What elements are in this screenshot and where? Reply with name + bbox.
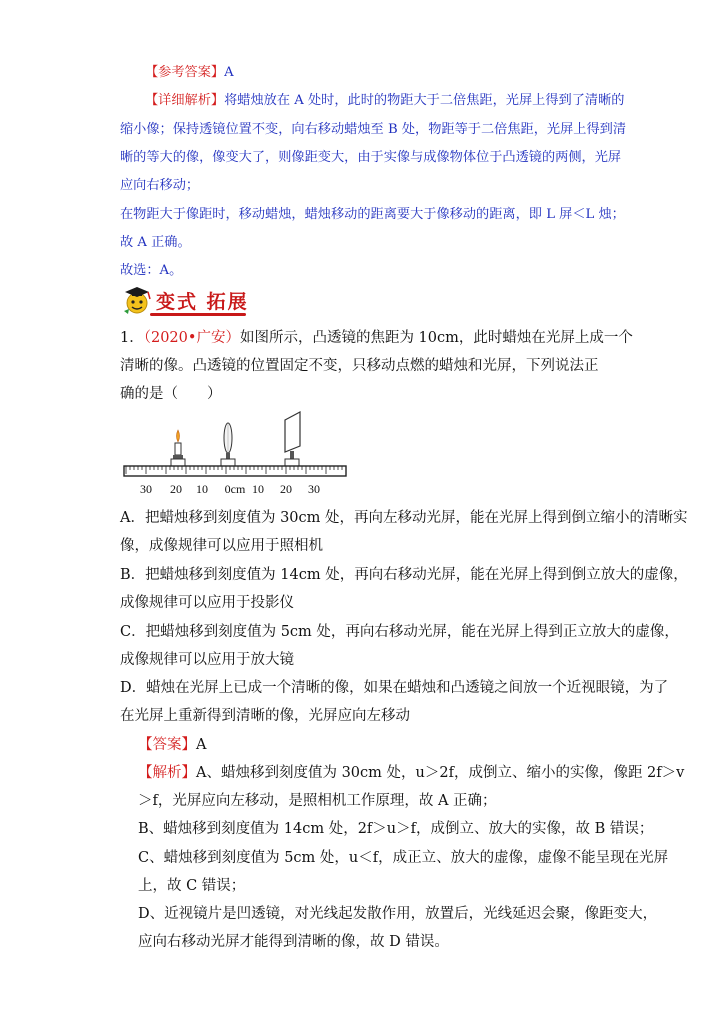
candle-icon: [171, 430, 185, 466]
prev-choice: 故选：A。: [120, 263, 183, 278]
question-number: 1．: [120, 330, 144, 346]
prev-answer-line: [145, 61, 234, 80]
question-source: （2020•广安）: [143, 330, 240, 346]
prev-analysis-line-4: 应向右移动；: [120, 178, 200, 193]
bench-rail: [124, 466, 346, 476]
option-b-line-2: 成像规律可以应用于投影仪: [120, 595, 294, 611]
answer-analysis-line-6: D、近视镜片是凹透镜，对光线起发散作用，放置后，光线延迟会聚，像距变大，: [138, 906, 658, 922]
answer-analysis-text: A、蜡烛移到刻度值为 30cm 处，u＞2f，成倒立、缩小的实像，像距 2f＞v: [196, 765, 685, 781]
ruler-label: 20: [170, 482, 182, 496]
option-d-line-2: 在光屏上重新得到清晰的像，光屏应向左移动: [120, 708, 410, 724]
prev-analysis-text: 将蜡烛放在 A 处时，此时的物距大于二倍焦距，光屏上得到了清晰的: [224, 93, 625, 108]
ruler-label: 30: [308, 482, 320, 496]
answer-analysis-label: 【解析】: [138, 765, 196, 781]
optical-bench-svg: [120, 410, 350, 502]
option-b-line-1: B．把蜡烛移到刻度值为 14cm 处，再向右移动光屏，能在光屏上得到倒立放大的虚像，: [120, 567, 688, 583]
question-text: 如图所示，凸透镜的焦距为 10cm，此时蜡烛在光屏上成一个: [239, 330, 633, 346]
ruler-label: 20: [280, 482, 292, 496]
answer-analysis-line-2: ＞f，光屏应向左移动，是照相机工作原理，故 A 正确；: [138, 793, 497, 809]
ruler-label: 10: [252, 482, 264, 496]
screen-icon: [285, 412, 300, 466]
answer-analysis-line-7: 应向右移动光屏才能得到清晰的像，故 D 错误。: [138, 934, 449, 950]
ruler-labels: [140, 482, 320, 496]
prev-analysis-line-2: 缩小像；保持透镜位置不变，向右移动蜡烛至 B 处，物距等于二倍焦距，光屏上得到清: [120, 122, 627, 137]
prev-analysis-line-1: [145, 89, 624, 108]
variant-banner: [120, 283, 250, 319]
prev-analysis-line-5: 在物距大于像距时，移动蜡烛，蜡烛移动的距离要大于像移动的距离，即 L 屏＜L 烛；: [120, 207, 625, 222]
question-line-1: [120, 326, 633, 347]
prev-analysis-line-6: 故 A 正确。: [120, 235, 191, 250]
banner-underline: [150, 313, 246, 316]
option-a-line-1: A．把蜡烛移到刻度值为 30cm 处，再向左移动光屏，能在光屏上得到倒立缩小的清晰实: [120, 510, 688, 526]
prev-answer-value: A: [224, 65, 234, 80]
mascot-icon: [120, 283, 154, 317]
convex-lens-icon: [221, 423, 235, 466]
answer-analysis-line-4: C、蜡烛移到刻度值为 5cm 处，u＜f，成正立、放大的虚像，虚像不能呈现在光屏: [138, 850, 669, 866]
prev-answer-label: 【参考答案】: [145, 65, 225, 80]
option-c-line-1: C．把蜡烛移到刻度值为 5cm 处，再向右移动光屏，能在光屏上得到正立放大的虚像，: [120, 624, 679, 640]
ruler-label: 10: [196, 482, 208, 496]
banner-title: 变式 拓展: [156, 291, 249, 313]
answer-analysis-line-1: [138, 761, 684, 782]
answer-analysis-line-3: B、蜡烛移到刻度值为 14cm 处，2f＞u＞f，成倒立、放大的实像，故 B 错误；: [138, 821, 654, 837]
ruler-label: 30: [140, 482, 152, 496]
option-a-line-2: 像，成像规律可以应用于照相机: [120, 538, 323, 554]
optical-bench-figure: [120, 410, 350, 502]
prev-analysis-label: 【详细解析】: [145, 93, 225, 108]
prev-analysis-line-3: 晰的等大的像，像变大了，则像距变大，由于实像与成像物体位于凸透镜的两侧，光屏: [120, 150, 622, 165]
option-d-line-1: D．蜡烛在光屏上已成一个清晰的像，如果在蜡烛和凸透镜之间放一个近视眼镜，为了: [120, 680, 669, 696]
question-line-3: 确的是（ ）: [120, 386, 222, 402]
option-c-line-2: 成像规律可以应用于放大镜: [120, 652, 294, 668]
answer-label: 【答案】: [138, 737, 196, 753]
ruler-label: 0cm: [224, 482, 246, 496]
answer-value: A: [196, 737, 207, 753]
question-line-2: 清晰的像。凸透镜的位置固定不变，只移动点燃的蜡烛和光屏，下列说法正: [120, 358, 599, 374]
answer-analysis-line-5: 上，故 C 错误；: [138, 878, 246, 894]
answer-line: [138, 733, 206, 754]
